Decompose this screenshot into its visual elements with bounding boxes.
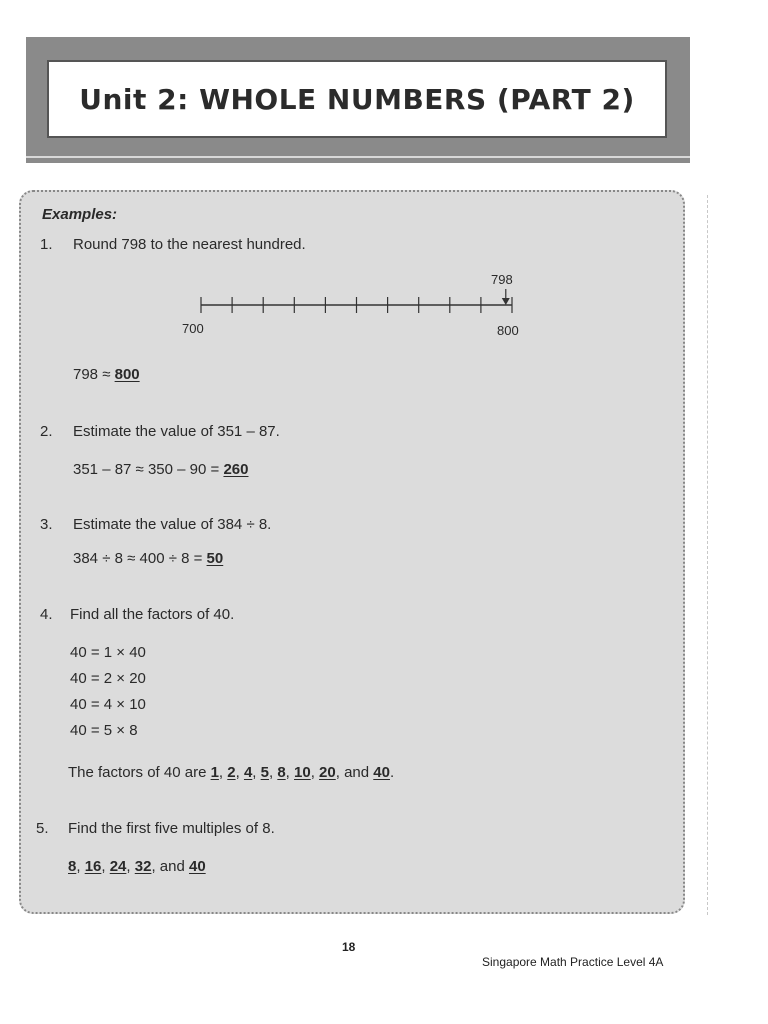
factor-answer: 2 — [227, 764, 236, 781]
item-4-question: Find all the factors of 40. — [70, 606, 235, 623]
item-3-number: 3. — [40, 516, 53, 533]
item-2-work-lead: 351 – 87 ≈ 350 – 90 = — [73, 461, 224, 478]
item-1-answer-lead: 798 ≈ — [73, 366, 115, 383]
item-4-number: 4. — [40, 606, 53, 623]
period: . — [389, 764, 395, 781]
item-5-answer-line: 8, 16, 24, 32, and 40 — [68, 858, 206, 875]
item-2-number: 2. — [40, 423, 53, 440]
factor-answer: 1 — [210, 764, 219, 781]
item-1-answer-line — [73, 366, 140, 383]
factor-line: 40 = 2 × 20 — [70, 670, 146, 687]
page-title: Unit 2: WHOLE NUMBERS (PART 2) — [79, 82, 635, 116]
item-4-conclusion: The factors of 40 are 1, 2, 4, 5, 8, 10, 20, and 40. — [68, 764, 395, 781]
factor-answer: 5 — [260, 764, 269, 781]
item-3-work — [73, 550, 223, 567]
factor-answer: 40 — [373, 764, 390, 781]
and-word: and — [159, 858, 185, 875]
factor-line: 40 = 1 × 40 — [70, 644, 146, 661]
item-5-number: 5. — [36, 820, 49, 837]
factor-answer: 8 — [277, 764, 286, 781]
item-3-question: Estimate the value of 384 ÷ 8. — [73, 516, 272, 533]
factor-answer: 20 — [319, 764, 336, 781]
item-5-question: Find the first five multiples of 8. — [68, 820, 275, 837]
factor-answer: 10 — [294, 764, 311, 781]
factor-answer: 4 — [243, 764, 253, 781]
item-2-work — [73, 461, 248, 478]
multiple-answer: 8 — [68, 858, 77, 875]
factor-line: 40 = 5 × 8 — [70, 722, 138, 739]
multiple-answer: 32 — [134, 858, 152, 875]
margin-line — [707, 195, 709, 915]
book-title: Singapore Math Practice Level 4A — [482, 955, 664, 969]
number-line-start-label: 700 — [182, 321, 204, 336]
header-divider — [26, 156, 690, 158]
number-line-end-label: 800 — [497, 323, 519, 338]
item-3-work-lead: 384 ÷ 8 ≈ 400 ÷ 8 = — [73, 550, 207, 567]
item-3-answer: 50 — [206, 550, 224, 567]
examples-label: Examples: — [42, 206, 118, 223]
multiple-answer: 24 — [109, 858, 127, 875]
multiple-answer: 16 — [84, 858, 102, 875]
item-2-question: Estimate the value of 351 – 87. — [73, 423, 280, 440]
number-line-marker-label: 798 — [491, 272, 513, 287]
and-word: and — [344, 764, 370, 781]
item-4-conclusion-lead: The factors of 40 are — [68, 764, 211, 781]
item-1-question: Round 798 to the nearest hundred. — [73, 236, 306, 253]
multiple-answer: 40 — [188, 858, 206, 875]
item-1-number: 1. — [40, 236, 53, 253]
item-2-answer: 260 — [223, 461, 249, 478]
title-box — [47, 60, 667, 138]
page-number: 18 — [342, 940, 356, 954]
item-1-answer: 800 — [114, 366, 140, 383]
factor-line: 40 = 4 × 10 — [70, 696, 146, 713]
